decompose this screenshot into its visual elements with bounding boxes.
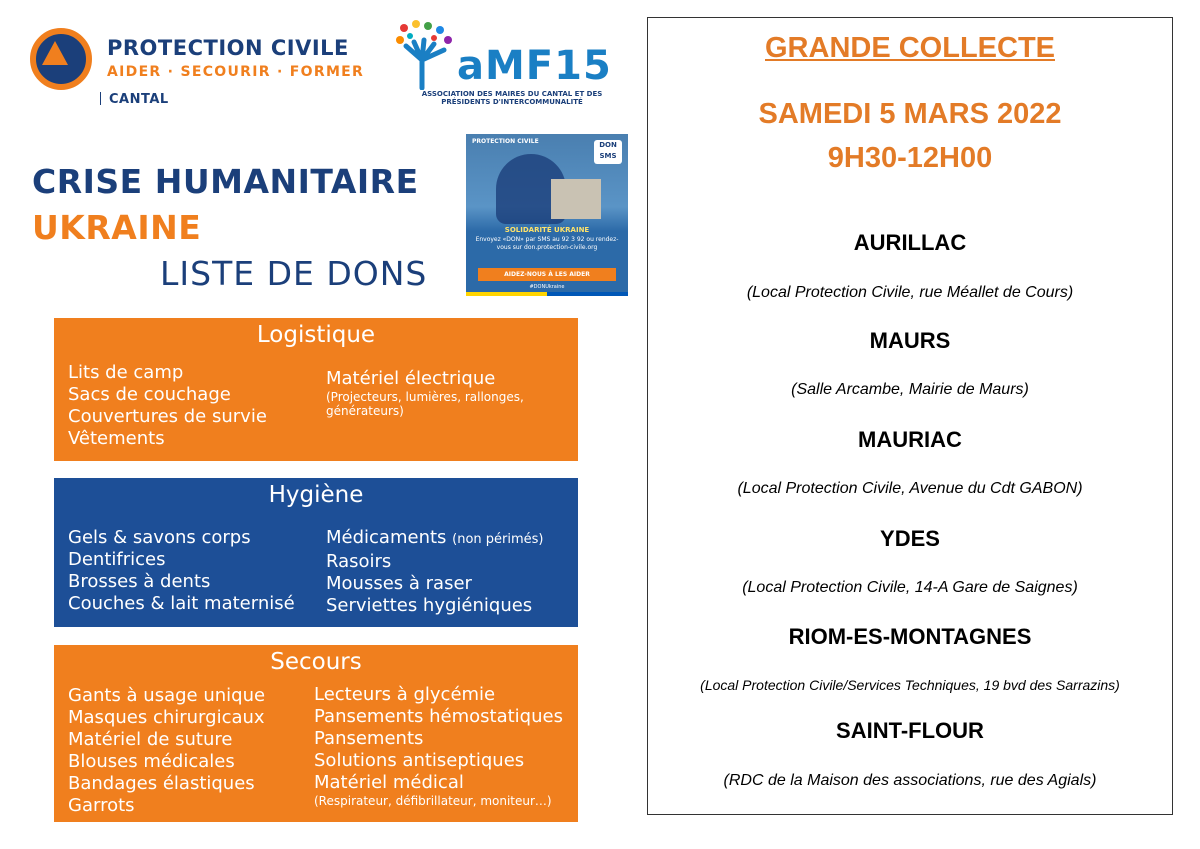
location-address: (RDC de la Maison des associations, rue des Agials) xyxy=(723,772,1097,789)
list-item: Serviettes hygiéniques xyxy=(326,595,533,616)
headline-crise: CRISE HUMANITAIRE xyxy=(32,162,419,201)
secours-left-list xyxy=(68,685,265,817)
list-item: Brosses à dents xyxy=(68,571,211,592)
logistique-left-list xyxy=(68,362,267,450)
location-address: (Local Protection Civile/Services Techniques, 19 bvd des Sarrazins) xyxy=(700,677,1120,693)
list-item: Blouses médicales xyxy=(68,751,235,772)
location-city: MAURIAC xyxy=(858,427,962,452)
list-item-note: (Projecteurs, lumières, rallonges, générateurs) xyxy=(326,390,524,418)
donation-boxes xyxy=(551,179,601,219)
poster-logo: PROTECTION CIVILE xyxy=(472,138,539,145)
list-item: Pansements hémostatiques xyxy=(314,706,563,727)
headline-liste-dons: LISTE DE DONS xyxy=(160,254,428,293)
protection-civile-region: CANTAL xyxy=(100,92,169,107)
list-item: Matériel médical xyxy=(314,772,464,793)
list-item-note: (Respirateur, défibrillateur, moniteur…) xyxy=(314,794,552,808)
category-title: Logistique xyxy=(256,322,376,348)
list-item: Masques chirurgicaux xyxy=(68,707,265,728)
collecte-date: SAMEDI 5 MARS 2022 xyxy=(758,98,1062,130)
location-city: AURILLAC xyxy=(853,230,967,255)
list-item: Lits de camp xyxy=(68,362,184,383)
ukraine-flag-stripe xyxy=(466,292,628,296)
poster-cta: AIDEZ-NOUS À LES AIDER xyxy=(478,268,616,281)
list-item: Lecteurs à glycémie xyxy=(314,684,496,705)
list-item: Couches & lait maternisé xyxy=(68,593,295,614)
category-logistique xyxy=(54,318,578,461)
amf-hand-tree-icon xyxy=(394,20,456,90)
don-sms-badge: DON SMS xyxy=(594,140,622,164)
list-item: Couvertures de survie xyxy=(68,406,267,427)
protection-civile-logo xyxy=(30,28,370,113)
poster-text: Envoyez «DON» par SMS au 92 3 92 ou rendez-vous sur don.protection-civile.org xyxy=(475,236,619,251)
category-title: Secours xyxy=(270,649,362,675)
poster-hashtag: #DONUkraine xyxy=(529,284,565,290)
list-item: Sacs de couchage xyxy=(68,384,231,405)
category-secours xyxy=(54,645,578,822)
location-address: (Local Protection Civile, Avenue du Cdt GABON) xyxy=(737,480,1083,497)
poster-title: SOLIDARITÉ UKRAINE xyxy=(504,226,590,234)
list-item: Vêtements xyxy=(68,428,165,449)
list-item: Matériel de suture xyxy=(68,729,233,750)
category-hygiene xyxy=(54,478,578,627)
logistique-right-list xyxy=(326,368,556,418)
protection-civile-name: PROTECTION CIVILE xyxy=(107,36,349,60)
list-item: Bandages élastiques xyxy=(68,773,255,794)
protection-civile-tagline: AIDER · SECOURIR · FORMER xyxy=(107,64,365,80)
list-item: Mousses à raser xyxy=(326,573,472,594)
list-item: Gants à usage unique xyxy=(68,685,266,706)
list-item: Dentifrices xyxy=(68,549,166,570)
hygiene-right-list xyxy=(326,527,544,617)
collecte-panel xyxy=(647,17,1173,815)
amf15-logo xyxy=(392,20,632,115)
location-city: SAINT-FLOUR xyxy=(836,718,984,743)
collecte-title: GRANDE COLLECTE xyxy=(765,32,1055,64)
list-item: Médicaments (non périmés) xyxy=(326,527,544,548)
list-item: Solutions antiseptiques xyxy=(314,750,525,771)
location-address: (Local Protection Civile, 14-A Gare de Saignes) xyxy=(742,579,1078,596)
list-item: Rasoirs xyxy=(326,551,392,572)
list-item: Matériel électrique xyxy=(326,368,496,389)
location-city: YDES xyxy=(880,526,940,551)
collecte-time: 9H30-12H00 xyxy=(827,142,993,174)
amf-subtitle: ASSOCIATION DES MAIRES DU CANTAL ET DES PRÉSIDENTS D'INTERCOMMUNALITÉ xyxy=(421,90,603,106)
location-address: (Salle Arcambe, Mairie de Maurs) xyxy=(791,381,1029,398)
secours-right-list xyxy=(314,684,563,808)
list-item: Pansements xyxy=(314,728,424,749)
location-city: RIOM-ES-MONTAGNES xyxy=(788,624,1032,649)
category-title: Hygiène xyxy=(268,482,364,508)
headline-ukraine: UKRAINE xyxy=(32,208,202,247)
triangle-icon xyxy=(42,41,68,65)
list-item: Garrots xyxy=(68,795,135,816)
location-address: (Local Protection Civile, rue Méallet de Cours) xyxy=(746,284,1074,301)
list-item: Gels & savons corps xyxy=(68,527,251,548)
solidarite-ukraine-poster xyxy=(466,134,628,296)
amf-name: aMF15 xyxy=(457,43,612,89)
hygiene-left-list xyxy=(68,527,295,615)
location-city: MAURS xyxy=(869,328,951,353)
